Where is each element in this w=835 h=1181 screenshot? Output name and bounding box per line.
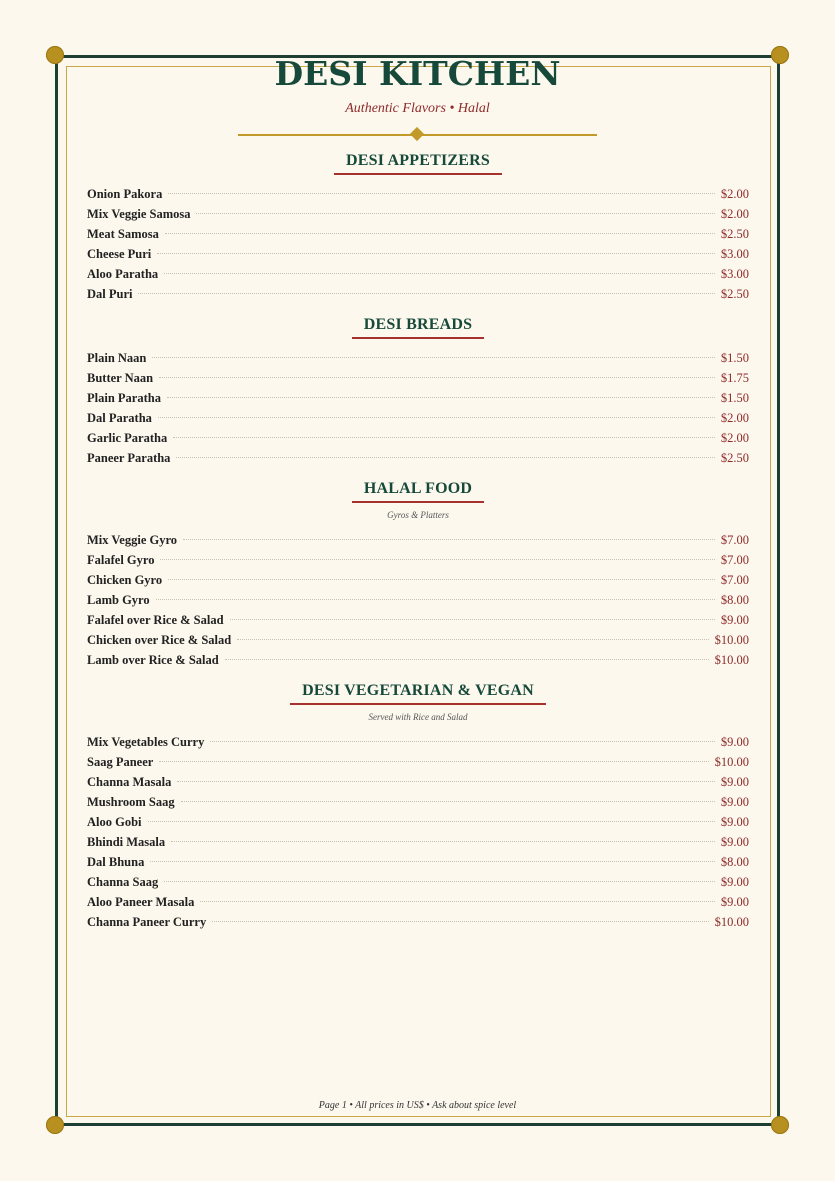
menu-item bbox=[87, 570, 749, 590]
item-name: Lamb Gyro bbox=[87, 593, 150, 607]
item-name: Aloo Paratha bbox=[87, 267, 159, 281]
menu-item bbox=[87, 772, 749, 792]
section-title: DESI VEGETARIAN & VEGAN bbox=[290, 682, 546, 705]
item-name: Garlic Paratha bbox=[87, 431, 168, 445]
item-price: $2.50 bbox=[720, 227, 749, 241]
dot-leader bbox=[165, 233, 715, 234]
item-name: Channa Paneer Curry bbox=[87, 915, 207, 929]
item-name: Channa Saag bbox=[87, 875, 159, 889]
dot-leader bbox=[181, 801, 715, 802]
dot-leader bbox=[237, 639, 708, 640]
menu-item bbox=[87, 448, 749, 468]
item-price: $9.00 bbox=[720, 775, 749, 789]
item-price: $3.00 bbox=[720, 267, 749, 281]
item-price: $2.50 bbox=[720, 451, 749, 465]
section-header bbox=[87, 150, 749, 175]
item-name: Plain Paratha bbox=[87, 391, 161, 405]
menu-item bbox=[87, 832, 749, 852]
corner-ornament-bottom-right bbox=[771, 1116, 789, 1134]
menu-item bbox=[87, 348, 749, 368]
menu-item-list bbox=[87, 348, 749, 468]
item-name: Meat Samosa bbox=[87, 227, 159, 241]
item-price: $9.00 bbox=[720, 875, 749, 889]
menu-item bbox=[87, 550, 749, 570]
menu-item bbox=[87, 892, 749, 912]
menu-item-list bbox=[87, 184, 749, 304]
item-name: Aloo Gobi bbox=[87, 815, 142, 829]
item-name: Plain Naan bbox=[87, 351, 147, 365]
dot-leader bbox=[230, 619, 715, 620]
menu-item bbox=[87, 428, 749, 448]
section-header bbox=[87, 478, 749, 503]
dot-leader bbox=[150, 861, 715, 862]
dot-leader bbox=[176, 457, 714, 458]
item-name: Paneer Paratha bbox=[87, 451, 171, 465]
item-price: $10.00 bbox=[714, 633, 749, 647]
dot-leader bbox=[159, 377, 715, 378]
menu-item bbox=[87, 388, 749, 408]
menu-item bbox=[87, 408, 749, 428]
menu-item bbox=[87, 264, 749, 284]
item-price: $7.00 bbox=[720, 533, 749, 547]
item-name: Chicken over Rice & Salad bbox=[87, 633, 232, 647]
item-name: Butter Naan bbox=[87, 371, 154, 385]
section-note: Served with Rice and Salad bbox=[368, 712, 468, 722]
item-price: $9.00 bbox=[720, 613, 749, 627]
menu-item bbox=[87, 650, 749, 670]
item-price: $9.00 bbox=[720, 895, 749, 909]
item-price: $7.00 bbox=[720, 553, 749, 567]
item-name: Chicken Gyro bbox=[87, 573, 163, 587]
dot-leader bbox=[168, 193, 715, 194]
item-price: $9.00 bbox=[720, 795, 749, 809]
menu-item bbox=[87, 204, 749, 224]
dot-leader bbox=[183, 539, 715, 540]
menu-item bbox=[87, 792, 749, 812]
item-name: Mix Veggie Samosa bbox=[87, 207, 191, 221]
menu-item bbox=[87, 590, 749, 610]
dot-leader bbox=[200, 901, 714, 902]
item-name: Cheese Puri bbox=[87, 247, 152, 261]
menu-item-list bbox=[87, 530, 749, 670]
item-price: $2.00 bbox=[720, 411, 749, 425]
item-name: Aloo Paneer Masala bbox=[87, 895, 195, 909]
menu-item bbox=[87, 630, 749, 650]
menu-item bbox=[87, 852, 749, 872]
item-price: $1.75 bbox=[720, 371, 749, 385]
item-name: Mushroom Saag bbox=[87, 795, 175, 809]
item-name: Falafel over Rice & Salad bbox=[87, 613, 224, 627]
dot-leader bbox=[160, 559, 714, 560]
item-price: $1.50 bbox=[720, 391, 749, 405]
dot-leader bbox=[210, 741, 715, 742]
item-price: $8.00 bbox=[720, 593, 749, 607]
dot-leader bbox=[157, 253, 715, 254]
menu-item bbox=[87, 530, 749, 550]
dot-leader bbox=[158, 417, 715, 418]
item-name: Saag Paneer bbox=[87, 755, 154, 769]
menu-item bbox=[87, 752, 749, 772]
menu-item bbox=[87, 812, 749, 832]
menu-content bbox=[87, 150, 749, 932]
menu-subtitle: Authentic Flavors • Halal bbox=[345, 101, 490, 116]
item-price: $9.00 bbox=[720, 735, 749, 749]
dot-leader bbox=[159, 761, 708, 762]
item-name: Lamb over Rice & Salad bbox=[87, 653, 219, 667]
menu-item-list bbox=[87, 732, 749, 932]
item-name: Dal Paratha bbox=[87, 411, 152, 425]
item-price: $2.50 bbox=[720, 287, 749, 301]
section-title: HALAL FOOD bbox=[352, 480, 484, 503]
menu-section bbox=[87, 680, 749, 932]
menu-section bbox=[87, 478, 749, 670]
dot-leader bbox=[148, 821, 715, 822]
item-price: $2.00 bbox=[720, 207, 749, 221]
section-header bbox=[87, 314, 749, 339]
section-header bbox=[87, 680, 749, 705]
item-name: Dal Bhuna bbox=[87, 855, 145, 869]
dot-leader bbox=[164, 881, 715, 882]
item-price: $2.00 bbox=[720, 431, 749, 445]
menu-item bbox=[87, 912, 749, 932]
dot-leader bbox=[152, 357, 714, 358]
item-name: Mix Veggie Gyro bbox=[87, 533, 178, 547]
section-title: DESI APPETIZERS bbox=[334, 152, 502, 175]
menu-title: DESI KITCHEN bbox=[274, 54, 561, 93]
item-price: $10.00 bbox=[714, 755, 749, 769]
menu-item bbox=[87, 732, 749, 752]
dot-leader bbox=[225, 659, 709, 660]
item-price: $1.50 bbox=[720, 351, 749, 365]
item-name: Mix Vegetables Curry bbox=[87, 735, 205, 749]
dot-leader bbox=[196, 213, 714, 214]
item-price: $9.00 bbox=[720, 835, 749, 849]
section-note: Gyros & Platters bbox=[387, 510, 449, 520]
item-price: $10.00 bbox=[714, 915, 749, 929]
item-name: Channa Masala bbox=[87, 775, 172, 789]
item-price: $9.00 bbox=[720, 815, 749, 829]
page-footer: Page 1 • All prices in US$ • Ask about spice level bbox=[318, 1100, 517, 1111]
menu-item bbox=[87, 284, 749, 304]
menu-item bbox=[87, 244, 749, 264]
menu-item bbox=[87, 224, 749, 244]
section-title: DESI BREADS bbox=[352, 316, 484, 339]
item-name: Dal Puri bbox=[87, 287, 133, 301]
item-price: $10.00 bbox=[714, 653, 749, 667]
dot-leader bbox=[171, 841, 715, 842]
dot-leader bbox=[156, 599, 715, 600]
dot-leader bbox=[177, 781, 714, 782]
dot-leader bbox=[168, 579, 715, 580]
corner-ornament-bottom-left bbox=[46, 1116, 64, 1134]
item-price: $8.00 bbox=[720, 855, 749, 869]
dot-leader bbox=[164, 273, 715, 274]
item-price: $7.00 bbox=[720, 573, 749, 587]
item-price: $3.00 bbox=[720, 247, 749, 261]
menu-item bbox=[87, 610, 749, 630]
item-name: Bhindi Masala bbox=[87, 835, 166, 849]
menu-section bbox=[87, 314, 749, 468]
menu-item bbox=[87, 184, 749, 204]
dot-leader bbox=[173, 437, 715, 438]
dot-leader bbox=[138, 293, 714, 294]
item-name: Falafel Gyro bbox=[87, 553, 155, 567]
dot-leader bbox=[167, 397, 715, 398]
menu-item bbox=[87, 368, 749, 388]
menu-section bbox=[87, 150, 749, 304]
item-price: $2.00 bbox=[720, 187, 749, 201]
menu-item bbox=[87, 872, 749, 892]
dot-leader bbox=[212, 921, 708, 922]
item-name: Onion Pakora bbox=[87, 187, 163, 201]
